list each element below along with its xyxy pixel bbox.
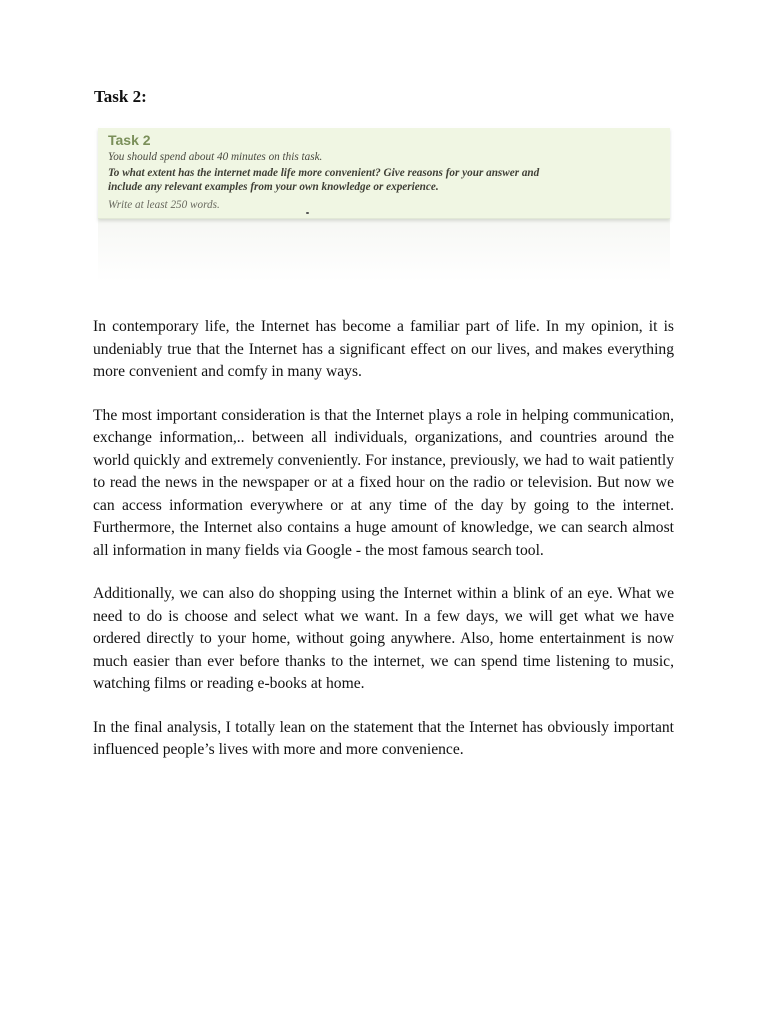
essay-paragraph-conclusion: In the final analysis, I totally lean on the statement that the Internet has obviously important influenced people’s lives with more and more convenience. (93, 718, 674, 758)
task-prompt-word-limit: Write at least 250 words. (108, 199, 220, 211)
task-prompt-instruction: You should spend about 40 minutes on this task. (108, 151, 323, 163)
scan-speck (306, 212, 309, 214)
task-prompt-question-line-1: To what extent has the internet made life more convenient? Give reasons for your answer and (108, 167, 540, 179)
task-prompt-title: Task 2 (108, 132, 151, 148)
essay-body (93, 316, 674, 783)
task-prompt-image (98, 128, 670, 219)
task-prompt-question-line-2: include any relevant examples from your own knowledge or experience. (108, 181, 439, 193)
essay-paragraph-intro: In contemporary life, the Internet has become a familiar part of life. In my opinion, it is undeniably true that the Internet has a significant effect on our lives, and makes everything more convenient and comfy in many ways. (93, 318, 674, 380)
task-image-shadow (98, 218, 670, 282)
essay-paragraph-communication: The most important consideration is that the Internet plays a role in helping communication, exchange information,.. between all individuals, organizations, and countries around the world quickly and extremely conveniently. For instance, previously, we had to wait patiently to read the news in the newspaper or at a fixed hour on the radio or television. But now we can access information everywhere or at any time of the day by going to the internet. Furthermore, the Internet also contains a huge amount of knowledge, we can search almost all information in many fields via Google - the most famous search tool. (93, 406, 674, 559)
task-heading: Task 2: (94, 87, 147, 106)
essay-paragraph-shopping: Additionally, we can also do shopping using the Internet within a blink of an eye. What we need to do is choose and select what we want. In a few days, we will get what we have ordered directly to your home, without going anywhere. Also, home entertainment is now much easier than ever before thanks to the internet, we can spend time listening to music, watching films or reading e-books at home. (93, 585, 674, 692)
